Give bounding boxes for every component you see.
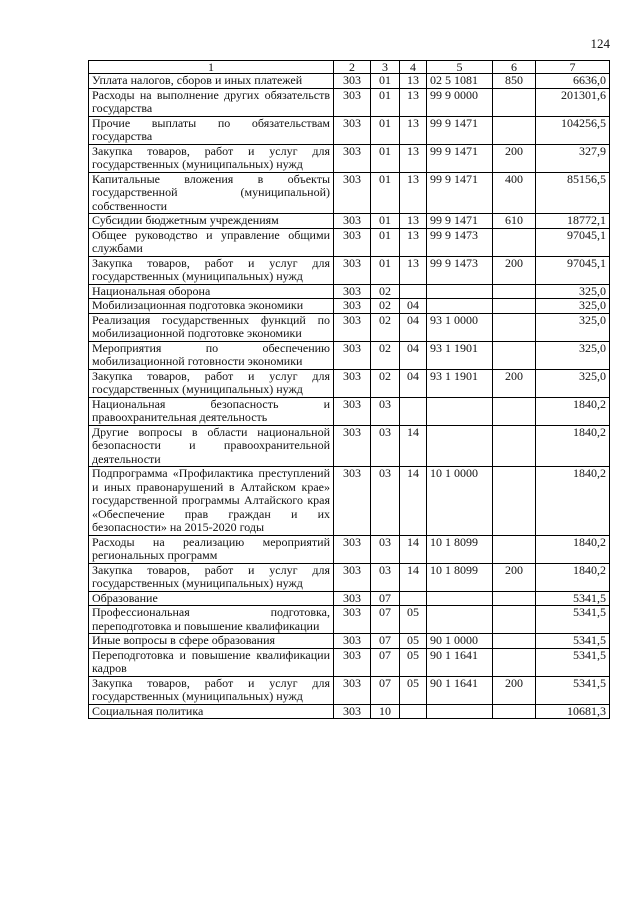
expense-type-cell: 400: [493, 172, 536, 214]
target-article-cell: [427, 704, 493, 719]
amount-cell: 325,0: [536, 369, 610, 397]
subsection-code-cell: 13: [400, 88, 427, 116]
row-name-cell: Образование: [89, 591, 334, 606]
target-article-cell: 90 1 1641: [427, 648, 493, 676]
table-row: [89, 676, 610, 704]
subsection-code-cell: 05: [400, 676, 427, 704]
page-number: 124: [590, 36, 610, 51]
target-article-cell: 99 9 0000: [427, 88, 493, 116]
row-name-cell: Расходы на реализацию мероприятий региональных программ: [89, 535, 334, 563]
admin-code-cell: 303: [334, 116, 371, 144]
row-name-cell: Мероприятия по обеспечению мобилизационной готовности экономики: [89, 341, 334, 369]
section-code-cell: 01: [371, 144, 400, 172]
row-name-cell: Социальная политика: [89, 704, 334, 719]
amount-cell: 325,0: [536, 284, 610, 299]
table-row: [89, 425, 610, 467]
subsection-code-cell: [400, 284, 427, 299]
target-article-cell: 10 1 8099: [427, 563, 493, 591]
row-name-cell: Закупка товаров, работ и услуг для государственных (муниципальных) нужд: [89, 144, 334, 172]
target-article-cell: [427, 397, 493, 425]
subsection-code-cell: 04: [400, 369, 427, 397]
admin-code-cell: 303: [334, 214, 371, 229]
amount-cell: 5341,5: [536, 648, 610, 676]
subsection-code-cell: 14: [400, 563, 427, 591]
table-row: [89, 606, 610, 634]
expense-type-cell: [493, 341, 536, 369]
section-code-cell: 07: [371, 648, 400, 676]
admin-code-cell: 303: [334, 648, 371, 676]
section-code-cell: 01: [371, 214, 400, 229]
subsection-code-cell: 13: [400, 172, 427, 214]
target-article-cell: [427, 425, 493, 467]
section-code-cell: 01: [371, 116, 400, 144]
amount-cell: 325,0: [536, 341, 610, 369]
row-name-cell: Мобилизационная подготовка экономики: [89, 299, 334, 314]
row-name-cell: Капитальные вложения в объекты государственной (муниципальной) собственности: [89, 172, 334, 214]
subsection-code-cell: 04: [400, 299, 427, 314]
section-code-cell: 02: [371, 313, 400, 341]
amount-cell: 1840,2: [536, 535, 610, 563]
amount-cell: 97045,1: [536, 228, 610, 256]
admin-code-cell: 303: [334, 256, 371, 284]
section-code-cell: 02: [371, 299, 400, 314]
table-row: [89, 591, 610, 606]
row-name-cell: Национальная оборона: [89, 284, 334, 299]
row-name-cell: Общее руководство и управление общими службами: [89, 228, 334, 256]
subsection-code-cell: 13: [400, 74, 427, 89]
section-code-cell: 01: [371, 228, 400, 256]
expense-type-cell: [493, 467, 536, 536]
amount-cell: 5341,5: [536, 676, 610, 704]
table-row: [89, 116, 610, 144]
subsection-code-cell: 13: [400, 144, 427, 172]
expense-type-cell: [493, 606, 536, 634]
section-code-cell: 01: [371, 172, 400, 214]
target-article-cell: 93 1 1901: [427, 369, 493, 397]
table-row: [89, 284, 610, 299]
target-article-cell: 99 9 1473: [427, 256, 493, 284]
table-row: [89, 256, 610, 284]
subsection-code-cell: 13: [400, 256, 427, 284]
amount-cell: 6636,0: [536, 74, 610, 89]
expense-type-cell: 850: [493, 74, 536, 89]
admin-code-cell: 303: [334, 591, 371, 606]
admin-code-cell: 303: [334, 425, 371, 467]
row-name-cell: Переподготовка и повышение квалификации кадров: [89, 648, 334, 676]
amount-cell: 85156,5: [536, 172, 610, 214]
target-article-cell: 02 5 1081: [427, 74, 493, 89]
expense-type-cell: [493, 535, 536, 563]
target-article-cell: 99 9 1471: [427, 144, 493, 172]
table-row: [89, 74, 610, 89]
header-cell: 7: [536, 61, 610, 74]
table-row: [89, 704, 610, 719]
row-name-cell: Прочие выплаты по обязательствам государства: [89, 116, 334, 144]
expense-type-cell: 200: [493, 369, 536, 397]
expense-type-cell: [493, 299, 536, 314]
admin-code-cell: 303: [334, 74, 371, 89]
admin-code-cell: 303: [334, 369, 371, 397]
admin-code-cell: 303: [334, 341, 371, 369]
amount-cell: 5341,5: [536, 606, 610, 634]
target-article-cell: [427, 284, 493, 299]
target-article-cell: [427, 591, 493, 606]
header-cell: 4: [400, 61, 427, 74]
subsection-code-cell: [400, 704, 427, 719]
subsection-code-cell: 13: [400, 214, 427, 229]
admin-code-cell: 303: [334, 299, 371, 314]
header-row: [89, 61, 610, 74]
table-row: [89, 634, 610, 649]
row-name-cell: Реализация государственных функций по мобилизационной подготовке экономики: [89, 313, 334, 341]
section-code-cell: 07: [371, 676, 400, 704]
amount-cell: 97045,1: [536, 256, 610, 284]
table-row: [89, 88, 610, 116]
table-body: [89, 74, 610, 719]
amount-cell: 18772,1: [536, 214, 610, 229]
expense-type-cell: [493, 425, 536, 467]
expense-type-cell: [493, 228, 536, 256]
row-name-cell: Закупка товаров, работ и услуг для государственных (муниципальных) нужд: [89, 256, 334, 284]
table-row: [89, 228, 610, 256]
expense-type-cell: [493, 284, 536, 299]
admin-code-cell: 303: [334, 228, 371, 256]
table-row: [89, 341, 610, 369]
row-name-cell: Закупка товаров, работ и услуг для государственных (муниципальных) нужд: [89, 369, 334, 397]
section-code-cell: 01: [371, 256, 400, 284]
section-code-cell: 02: [371, 341, 400, 369]
target-article-cell: 93 1 1901: [427, 341, 493, 369]
row-name-cell: Иные вопросы в сфере образования: [89, 634, 334, 649]
section-code-cell: 03: [371, 425, 400, 467]
admin-code-cell: 303: [334, 172, 371, 214]
header-cell: 1: [89, 61, 334, 74]
table-row: [89, 648, 610, 676]
admin-code-cell: 303: [334, 144, 371, 172]
row-name-cell: Закупка товаров, работ и услуг для государственных (муниципальных) нужд: [89, 676, 334, 704]
target-article-cell: 10 1 8099: [427, 535, 493, 563]
admin-code-cell: 303: [334, 88, 371, 116]
header-cell: 3: [371, 61, 400, 74]
section-code-cell: 01: [371, 74, 400, 89]
section-code-cell: 03: [371, 563, 400, 591]
expense-type-cell: [493, 116, 536, 144]
row-name-cell: Закупка товаров, работ и услуг для государственных (муниципальных) нужд: [89, 563, 334, 591]
amount-cell: 5341,5: [536, 634, 610, 649]
table-row: [89, 299, 610, 314]
subsection-code-cell: 13: [400, 116, 427, 144]
table-row: [89, 535, 610, 563]
section-code-cell: 07: [371, 634, 400, 649]
amount-cell: 5341,5: [536, 591, 610, 606]
section-code-cell: 02: [371, 369, 400, 397]
section-code-cell: 10: [371, 704, 400, 719]
admin-code-cell: 303: [334, 313, 371, 341]
admin-code-cell: 303: [334, 704, 371, 719]
section-code-cell: 02: [371, 284, 400, 299]
expense-type-cell: 200: [493, 563, 536, 591]
amount-cell: 1840,2: [536, 563, 610, 591]
expense-type-cell: 610: [493, 214, 536, 229]
subsection-code-cell: 05: [400, 648, 427, 676]
table-row: [89, 397, 610, 425]
target-article-cell: 90 1 1641: [427, 676, 493, 704]
target-article-cell: 90 1 0000: [427, 634, 493, 649]
subsection-code-cell: 04: [400, 313, 427, 341]
amount-cell: 325,0: [536, 299, 610, 314]
expense-type-cell: [493, 313, 536, 341]
table-row: [89, 172, 610, 214]
target-article-cell: 99 9 1471: [427, 214, 493, 229]
expense-type-cell: [493, 591, 536, 606]
section-code-cell: 03: [371, 397, 400, 425]
section-code-cell: 07: [371, 606, 400, 634]
amount-cell: 1840,2: [536, 397, 610, 425]
expense-type-cell: 200: [493, 144, 536, 172]
admin-code-cell: 303: [334, 535, 371, 563]
header-cell: 5: [427, 61, 493, 74]
expense-type-cell: [493, 397, 536, 425]
subsection-code-cell: 14: [400, 467, 427, 536]
admin-code-cell: 303: [334, 563, 371, 591]
admin-code-cell: 303: [334, 634, 371, 649]
subsection-code-cell: 14: [400, 535, 427, 563]
expense-type-cell: 200: [493, 256, 536, 284]
row-name-cell: Национальная безопасность и правоохранительная деятельность: [89, 397, 334, 425]
table-row: [89, 467, 610, 536]
section-code-cell: 03: [371, 535, 400, 563]
table-row: [89, 369, 610, 397]
target-article-cell: [427, 299, 493, 314]
expense-type-cell: [493, 704, 536, 719]
amount-cell: 104256,5: [536, 116, 610, 144]
subsection-code-cell: [400, 397, 427, 425]
admin-code-cell: 303: [334, 467, 371, 536]
row-name-cell: Другие вопросы в области национальной безопасности и правоохранительной деятельности: [89, 425, 334, 467]
target-article-cell: 99 9 1471: [427, 172, 493, 214]
amount-cell: 325,0: [536, 313, 610, 341]
target-article-cell: 10 1 0000: [427, 467, 493, 536]
expense-type-cell: [493, 648, 536, 676]
section-code-cell: 07: [371, 591, 400, 606]
amount-cell: 1840,2: [536, 425, 610, 467]
table-row: [89, 563, 610, 591]
admin-code-cell: 303: [334, 676, 371, 704]
expense-type-cell: [493, 634, 536, 649]
subsection-code-cell: 14: [400, 425, 427, 467]
subsection-code-cell: 05: [400, 634, 427, 649]
admin-code-cell: 303: [334, 606, 371, 634]
header-cell: 2: [334, 61, 371, 74]
row-name-cell: Расходы на выполнение других обязательств государства: [89, 88, 334, 116]
subsection-code-cell: 05: [400, 606, 427, 634]
amount-cell: 201301,6: [536, 88, 610, 116]
admin-code-cell: 303: [334, 284, 371, 299]
row-name-cell: Профессиональная подготовка, переподготовка и повышение квалификации: [89, 606, 334, 634]
amount-cell: 327,9: [536, 144, 610, 172]
row-name-cell: Подпрограмма «Профилактика преступлений и иных правонарушений в Алтайском крае» государственной программы Алтайского края «Обеспечение прав граждан и их безопасности» на 2015-2020 годы: [89, 467, 334, 536]
budget-table: [88, 60, 610, 719]
table-row: [89, 313, 610, 341]
amount-cell: 10681,3: [536, 704, 610, 719]
expense-type-cell: [493, 88, 536, 116]
target-article-cell: [427, 606, 493, 634]
row-name-cell: Уплата налогов, сборов и иных платежей: [89, 74, 334, 89]
expense-type-cell: 200: [493, 676, 536, 704]
table-row: [89, 144, 610, 172]
amount-cell: 1840,2: [536, 467, 610, 536]
target-article-cell: 99 9 1471: [427, 116, 493, 144]
admin-code-cell: 303: [334, 397, 371, 425]
subsection-code-cell: 13: [400, 228, 427, 256]
subsection-code-cell: 04: [400, 341, 427, 369]
subsection-code-cell: [400, 591, 427, 606]
section-code-cell: 03: [371, 467, 400, 536]
section-code-cell: 01: [371, 88, 400, 116]
table-row: [89, 214, 610, 229]
row-name-cell: Субсидии бюджетным учреждениям: [89, 214, 334, 229]
target-article-cell: 93 1 0000: [427, 313, 493, 341]
header-cell: 6: [493, 61, 536, 74]
target-article-cell: 99 9 1473: [427, 228, 493, 256]
